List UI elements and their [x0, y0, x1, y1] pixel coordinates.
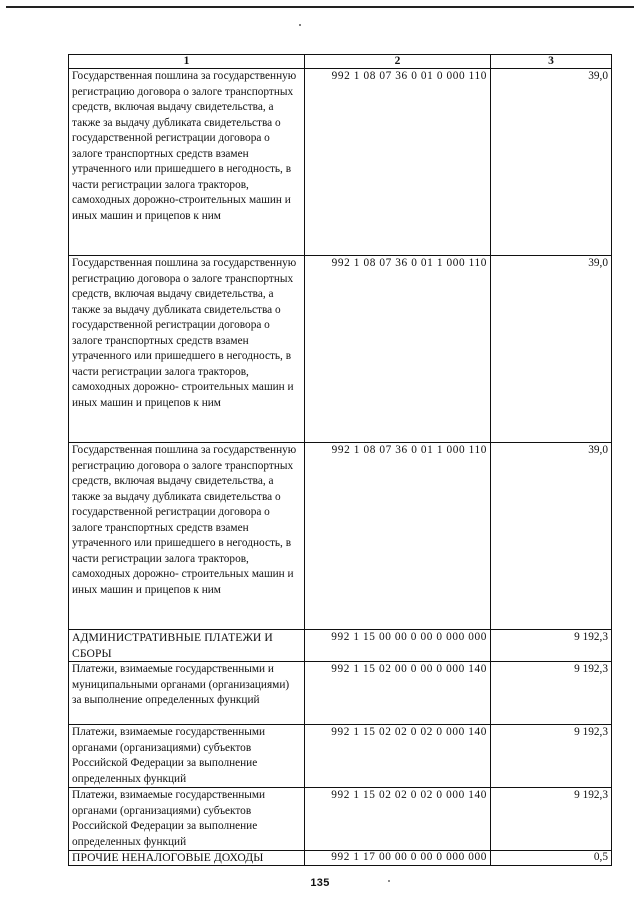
table-row — [69, 662, 612, 725]
row-name: Государственная пошлина за государственную регистрацию договора о залоге транспортных средств, включая выдачу свидетельства, а также за выдачу дубликата свидетельства о государственной регистрации договора о залоге транспортных средств взамен утраченного или пришедшего в негодность, в части регистрации залога тракторов, самоходных дорожно- строительных машин и иных машин и прицепов к ним — [69, 443, 305, 630]
row-code: 992 1 15 02 00 0 00 0 000 140 — [305, 662, 491, 725]
page-number: 135 — [310, 877, 330, 889]
row-name: Государственная пошлина за государственную регистрацию договора о залоге транспортных средств, включая выдачу свидетельства, а также за выдачу дубликата свидетельства о государственной регистрации договора о залоге транспортных средств взамен утраченного или пришедшего в негодность, в части регистрации залога тракторов, самоходных дорожно-строительных машин и иных машин и прицепов к ним — [69, 69, 305, 256]
scan-speck — [388, 880, 390, 882]
row-code: 992 1 17 00 00 0 00 0 000 000 — [305, 851, 491, 866]
table-row — [69, 725, 612, 788]
row-amount: 9 192,3 — [491, 725, 612, 788]
column-header-1: 1 — [69, 55, 305, 69]
row-amount: 39,0 — [491, 443, 612, 630]
row-name: Государственная пошлина за государственную регистрацию договора о залоге транспортных средств, включая выдачу свидетельства, а также за выдачу дубликата свидетельства о государственной регистрации договора о залоге транспортных средств взамен утраченного или пришедшего в негодность, в части регистрации залога тракторов, самоходных дорожно- строительных машин и иных машин и прицепов к ним — [69, 256, 305, 443]
budget-revenue-table — [68, 54, 612, 866]
row-code: 992 1 08 07 36 0 01 1 000 110 — [305, 256, 491, 443]
row-name: АДМИНИСТРАТИВНЫЕ ПЛАТЕЖИ И СБОРЫ — [69, 630, 305, 662]
table-row — [69, 69, 612, 256]
row-code: 992 1 08 07 36 0 01 0 000 110 — [305, 69, 491, 256]
table-row — [69, 788, 612, 851]
row-amount: 0,5 — [491, 851, 612, 866]
scan-speck — [299, 24, 301, 26]
table-row — [69, 851, 612, 866]
table-row — [69, 630, 612, 662]
table-header-row — [69, 55, 612, 69]
row-code: 992 1 08 07 36 0 01 1 000 110 — [305, 443, 491, 630]
top-rule — [6, 6, 634, 8]
row-code: 992 1 15 02 02 0 02 0 000 140 — [305, 788, 491, 851]
row-name: ПРОЧИЕ НЕНАЛОГОВЫЕ ДОХОДЫ — [69, 851, 305, 866]
row-amount: 9 192,3 — [491, 630, 612, 662]
table-row — [69, 443, 612, 630]
row-amount: 39,0 — [491, 69, 612, 256]
row-code: 992 1 15 00 00 0 00 0 000 000 — [305, 630, 491, 662]
column-header-2: 2 — [305, 55, 491, 69]
table-row — [69, 256, 612, 443]
row-name: Платежи, взимаемые государственными органами (организациями) субъектов Российской Федерации за выполнение определенных функций — [69, 725, 305, 788]
row-amount: 9 192,3 — [491, 662, 612, 725]
row-amount: 9 192,3 — [491, 788, 612, 851]
column-header-3: 3 — [491, 55, 612, 69]
row-amount: 39,0 — [491, 256, 612, 443]
row-code: 992 1 15 02 02 0 02 0 000 140 — [305, 725, 491, 788]
row-name: Платежи, взимаемые государственными органами (организациями) субъектов Российской Федерации за выполнение определенных функций — [69, 788, 305, 851]
row-name: Платежи, взимаемые государственными и муниципальными органами (организациями) за выполнение определенных функций — [69, 662, 305, 725]
